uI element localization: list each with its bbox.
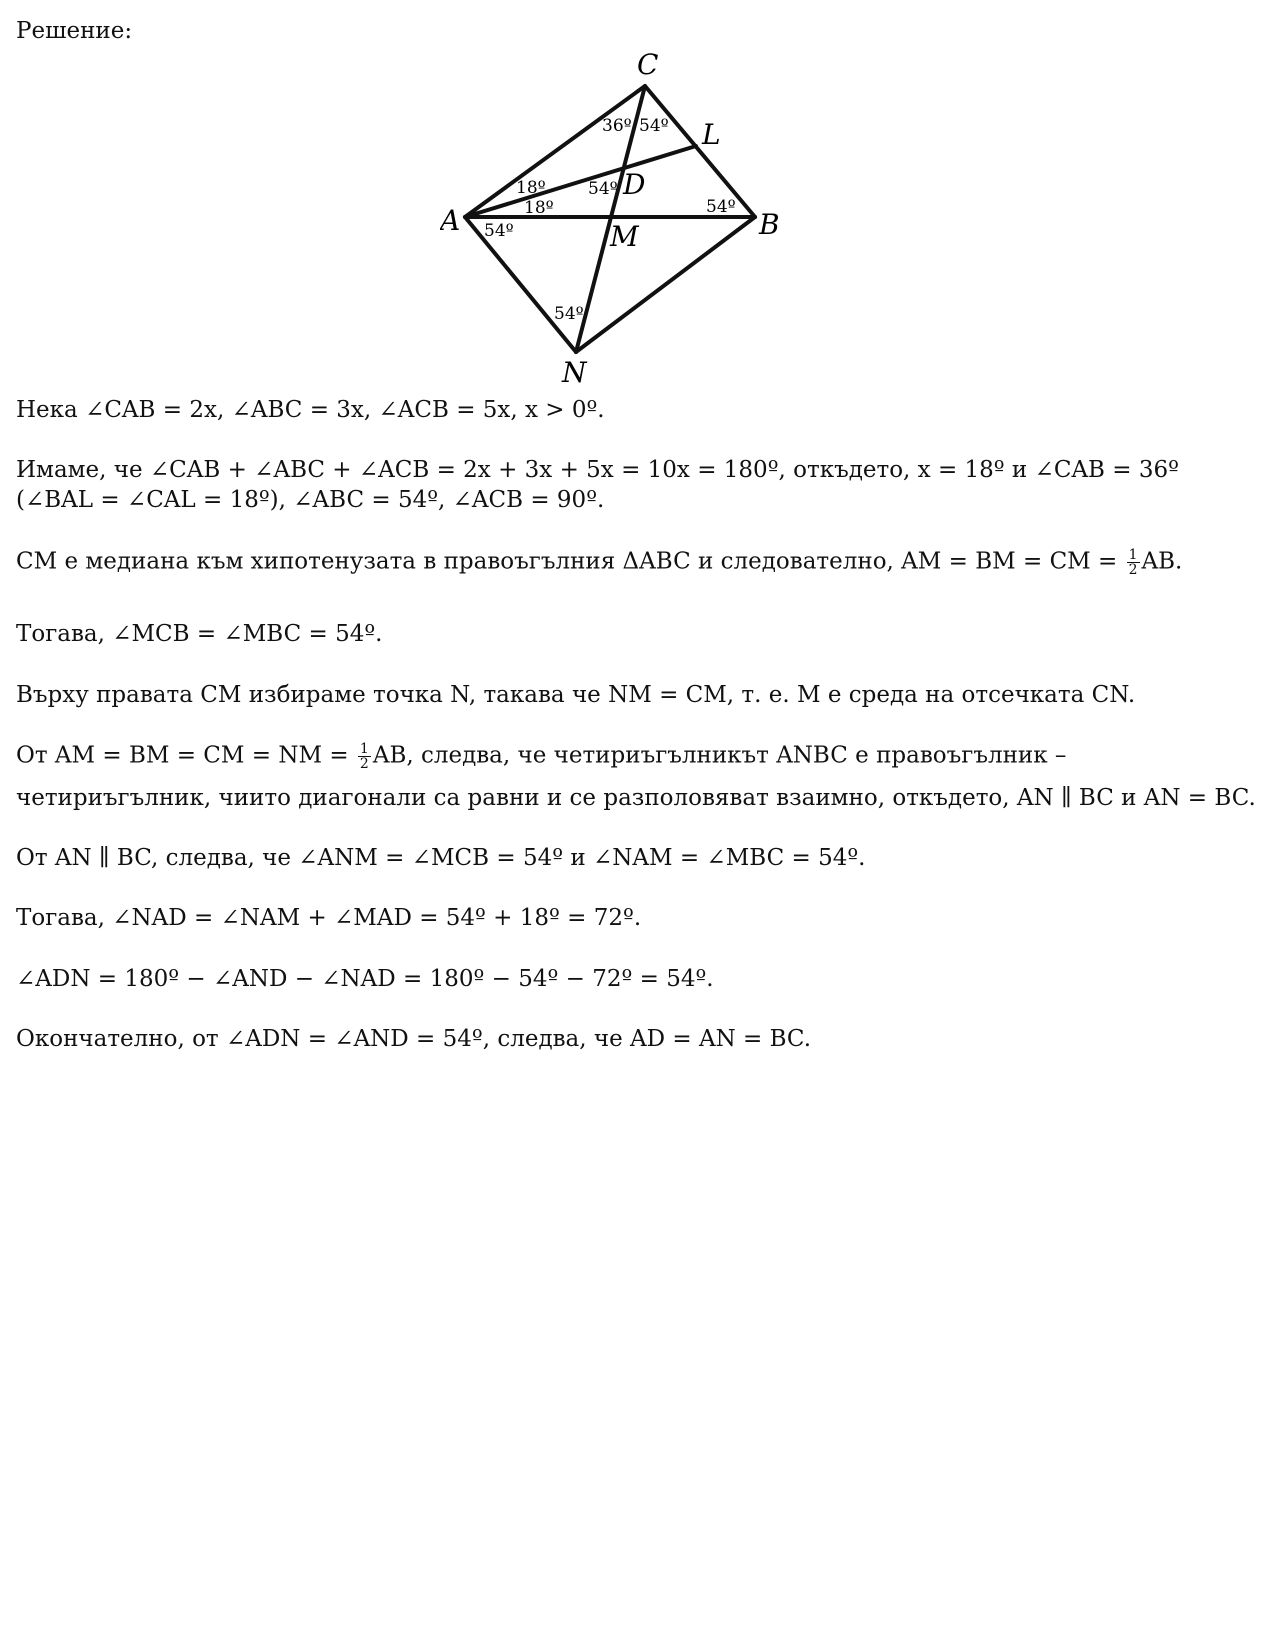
median-statement: CM е медиана към хипотенузата в правоъгълния ΔABC и следователно, AM = BM = CM = — [16, 548, 1118, 575]
text-line-11: ∠ADN = 180º − ∠AND − ∠NAD = 180º − 54º − 72º = 54º. — [16, 966, 714, 992]
text-line-5: Тогава, ∠MCB = ∠MBC = 54º. — [16, 621, 383, 647]
text-line-6: Върху правата CM избираме точка N, такава че NM = CM, т. е. M е среда на отсечката CN. — [16, 682, 1136, 708]
rectangle-statement-end: AB, следва, че четириъгълникът ANBC е правоъгълник – — [372, 742, 1067, 769]
text-line-4 — [16, 548, 1182, 577]
fraction-denominator-2: 2 — [359, 756, 369, 772]
point-a-label: A — [440, 204, 461, 237]
fraction-numerator: 1 — [1128, 547, 1138, 563]
text-line-10: Тогава, ∠NAD = ∠NAM + ∠MAD = 54º + 18º = 72º. — [16, 905, 642, 931]
text-line-9: От AN ∥ BC, следва, че ∠ANM = ∠MCB = 54º и ∠NAM = ∠MBC = 54º. — [16, 845, 866, 871]
point-l-label: L — [702, 118, 721, 151]
fraction-numerator-2: 1 — [359, 741, 369, 757]
angle-mcb-label: 54º — [639, 116, 669, 136]
angle-abc-label: 54º — [706, 197, 736, 217]
segment-cb — [645, 86, 755, 217]
point-n-label: N — [562, 356, 587, 389]
geometry-figure — [440, 50, 840, 410]
angle-lab-label: 18º — [524, 198, 554, 218]
fraction-half — [1127, 548, 1140, 577]
angle-cal-label: 18º — [516, 178, 546, 198]
angle-adm-label: 54º — [588, 179, 618, 199]
text-line-7 — [16, 742, 1066, 771]
segment-al — [465, 146, 696, 217]
solution-heading: Решение: — [16, 18, 133, 44]
point-c-label: C — [637, 50, 659, 81]
fraction-half-2 — [358, 742, 371, 771]
text-line-8: четириъгълник, чиито диагонали са равни и се разполовяват взаимно, откъдето, AN ∥ BC и AN = BC. — [16, 785, 1256, 811]
median-statement-end: AB. — [1141, 548, 1183, 575]
figure-svg — [440, 50, 840, 410]
text-line-2: Имаме, че ∠CAB + ∠ABC + ∠ACB = 2x + 3x + 5x = 10x = 180º, откъдето, x = 18º и ∠CAB = 36º — [16, 457, 1179, 483]
segment-an — [465, 217, 576, 352]
point-b-label: B — [759, 208, 780, 241]
angle-anm-label: 54º — [554, 304, 584, 324]
point-m-label: M — [610, 220, 639, 253]
text-line-12: Окончателно, от ∠ADN = ∠AND = 54º, следва, че AD = AN = BC. — [16, 1026, 812, 1052]
rectangle-statement: От AM = BM = CM = NM = — [16, 742, 349, 769]
fraction-denominator: 2 — [1128, 562, 1138, 578]
angle-nam-label: 54º — [484, 221, 514, 241]
text-line-3: (∠BAL = ∠CAL = 18º), ∠ABC = 54º, ∠ACB = 90º. — [16, 487, 605, 513]
point-d-label: D — [623, 168, 646, 201]
angle-acm-label: 36º — [602, 116, 632, 136]
segment-nb — [576, 217, 755, 352]
text-line-1: Нека ∠CAB = 2x, ∠ABC = 3x, ∠ACB = 5x, x > 0º. — [16, 397, 605, 423]
